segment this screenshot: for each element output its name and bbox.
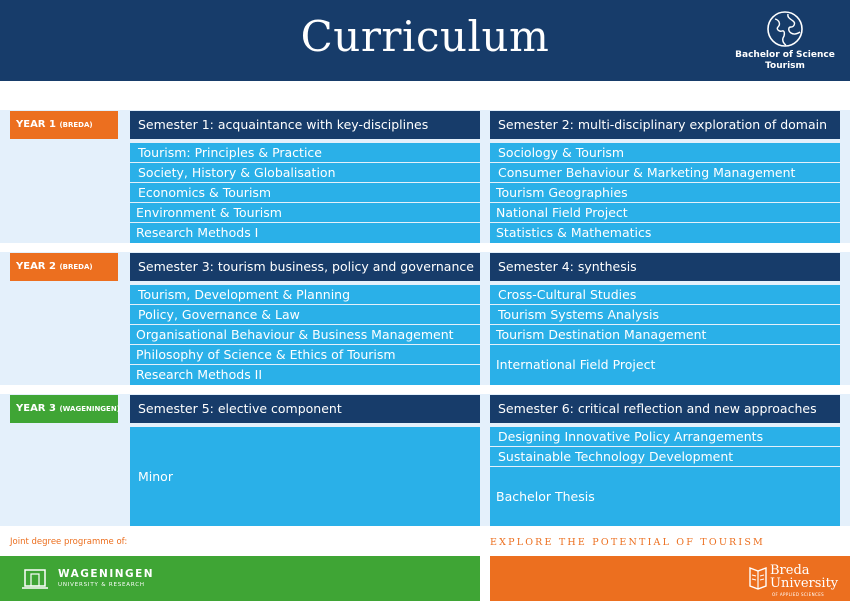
course-item: Tourism, Development & Planning: [130, 285, 480, 304]
semester-2-header: Semester 2: multi-disciplinary exploration of domain: [490, 111, 840, 139]
wageningen-name: WAGENINGEN: [58, 568, 155, 580]
course-item: International Field Project: [490, 345, 840, 385]
semester-1-header: Semester 1: acquaintance with key-disciplines: [130, 111, 480, 139]
course-item: Minor: [130, 427, 480, 526]
year-location: (BREDA): [59, 263, 93, 271]
breda-name-line-1: Breda: [770, 563, 810, 578]
year-2-label: [10, 253, 118, 281]
course-item: Tourism Destination Management: [490, 325, 840, 344]
semester-5-header: Semester 5: elective component: [130, 395, 480, 423]
globe-icon: [766, 10, 804, 48]
year-location: (WAGENINGEN): [59, 405, 120, 413]
course-item: Society, History & Globalisation: [130, 163, 480, 182]
course-item: National Field Project: [490, 203, 840, 222]
breda-university-bar: [490, 556, 850, 601]
header-banner: [0, 0, 850, 81]
wageningen-bar: [0, 556, 480, 601]
course-item: Environment & Tourism: [130, 203, 480, 222]
semester-6-header: Semester 6: critical reflection and new approaches: [490, 395, 840, 423]
course-item: Cross-Cultural Studies: [490, 285, 840, 304]
course-item: Sustainable Technology Development: [490, 447, 840, 466]
tagline: EXPLORE THE POTENTIAL OF TOURISM: [490, 537, 765, 548]
breda-university-logo-icon: [748, 566, 768, 590]
course-item: Economics & Tourism: [130, 183, 480, 202]
course-item: Tourism: Principles & Practice: [130, 143, 480, 162]
year-1-label: [10, 111, 118, 139]
course-item: Organisational Behaviour & Business Management: [130, 325, 480, 344]
programme-badge: [735, 10, 835, 72]
wageningen-sub: UNIVERSITY & RESEARCH: [58, 582, 145, 588]
course-item: Policy, Governance & Law: [130, 305, 480, 324]
course-item: Designing Innovative Policy Arrangements: [490, 427, 840, 446]
semester-3-header: Semester 3: tourism business, policy and governance: [130, 253, 480, 281]
course-item: Consumer Behaviour & Marketing Management: [490, 163, 840, 182]
breda-university-name: [770, 564, 838, 590]
course-item: Bachelor Thesis: [490, 467, 840, 526]
page-title: Curriculum: [300, 12, 550, 61]
badge-line-1: Bachelor of Science: [735, 50, 835, 60]
year-3-label: [10, 395, 118, 423]
course-item: Philosophy of Science & Ethics of Tourism: [130, 345, 480, 364]
breda-name-line-2: University: [770, 576, 839, 591]
semester-4-header: Semester 4: synthesis: [490, 253, 840, 281]
year-label-text: YEAR 2: [16, 261, 56, 272]
year-label-text: YEAR 3: [16, 403, 56, 414]
joint-degree-label: Joint degree programme of:: [10, 537, 128, 547]
badge-line-2: Tourism: [765, 61, 805, 71]
course-item: Sociology & Tourism: [490, 143, 840, 162]
year-label-text: YEAR 1: [16, 119, 56, 130]
course-item: Research Methods I: [130, 223, 480, 243]
wageningen-logo-icon: [22, 568, 48, 590]
breda-university-sub: OF APPLIED SCIENCES: [772, 592, 825, 597]
course-item: Statistics & Mathematics: [490, 223, 840, 243]
course-item: Tourism Systems Analysis: [490, 305, 840, 324]
course-item: Research Methods II: [130, 365, 480, 385]
course-item: Tourism Geographies: [490, 183, 840, 202]
year-location: (BREDA): [59, 121, 93, 129]
